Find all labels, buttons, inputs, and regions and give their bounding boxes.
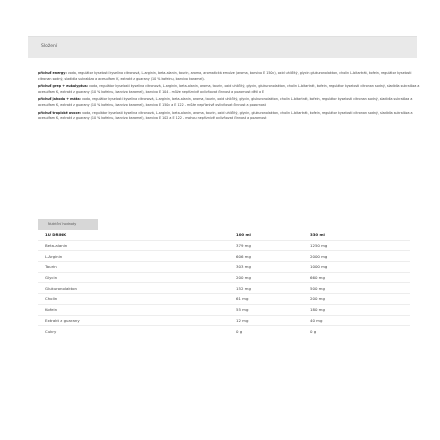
product-ingredients: voda, regulátor kyselosti kyselina citronová, L-arginin, beta-alanin, aroma, taurin, oxid uhličitý, glycin, glukuronolakton, cholin L-bitartrát, kofein, regulátor kyselosti citronan sodný, sladidla sukralóza a acesulfam K, extrakt z guarany (10 % kofeinu, barvivo karamel), barviva E 150c a E 122 - může nepříznivě ovlivňovat činnost a pozornost bbox=[38, 97, 413, 107]
table-header-row bbox=[38, 230, 410, 240]
nutrient-name: Extrakt z guarany bbox=[38, 315, 236, 326]
product-name: příchuť jahoda + máta: bbox=[38, 97, 81, 102]
value-330ml: 40 mg bbox=[310, 315, 410, 326]
value-100ml: 200 mg bbox=[236, 272, 310, 283]
nutrient-name: Kofein bbox=[38, 304, 236, 315]
nutrition-table bbox=[38, 230, 410, 336]
table-row bbox=[38, 294, 410, 305]
product-composition-tropicke-ovoce bbox=[38, 111, 422, 122]
product-name: příchuť energy: bbox=[38, 71, 67, 75]
product-ingredients: voda, regulátor kyselosti kyselina citronová, L-arginin, beta-alanin, taurin, aroma, aromatická emulze (aroma, barvivo E 150c), oxid uhličitý, glycin glukuronolakton, cholin L-bitartrát, kofein, regulátor kyselosti citronan sodný, sladidla sukralóza a acesulfam K, extrakt z guarany (10 % kofeinu, barvivo karamel). bbox=[38, 71, 412, 81]
nutrient-name: Glukuronolakton bbox=[38, 283, 236, 294]
table-row bbox=[38, 272, 410, 283]
composition-tab-label: Složení bbox=[41, 44, 58, 49]
column-header-330ml: 330 ml bbox=[310, 232, 325, 238]
value-100ml: 55 mg bbox=[236, 304, 310, 315]
table-row bbox=[38, 315, 410, 326]
composition-tab-header[interactable] bbox=[28, 36, 417, 58]
product-composition-energy bbox=[38, 71, 422, 82]
value-100ml: 0 g bbox=[236, 326, 310, 336]
value-330ml: 0 g bbox=[310, 326, 410, 336]
value-330ml: 200 mg bbox=[310, 294, 410, 305]
nutrition-tab[interactable] bbox=[38, 219, 98, 230]
value-100ml: 12 mg bbox=[236, 315, 310, 326]
table-row bbox=[38, 283, 410, 294]
product-name: příchuť grep + eukalyptus: bbox=[38, 84, 88, 89]
nutrition-tab-label: Nutriční hodnoty bbox=[48, 222, 77, 226]
nutrient-name: Glycin bbox=[38, 272, 236, 283]
table-row bbox=[38, 304, 410, 315]
product-ingredients: voda, regulátor kyselosti kyselina citronová, L-arginin, beta-alanin, aroma, taurin, oxid uhličitý, glycin, glukuronolakton, cholin L-bitartrát, kofein, regulátor kyselosti citronan sodný, sladidla sukralóza a acesulfam K, extrakt z guarany (10 % kofeinu, barvivo karamel), barvivo E 104 - může nepříznivě ovlivňovat činnost a pozornost dětí a E bbox=[38, 84, 420, 94]
nutrient-name: Cukry bbox=[38, 326, 236, 336]
product-composition-jahoda-mata bbox=[38, 97, 422, 108]
table-row bbox=[38, 262, 410, 273]
table-row bbox=[38, 251, 410, 262]
value-100ml: 61 mg bbox=[236, 294, 310, 305]
value-100ml: 303 mg bbox=[236, 262, 310, 273]
value-330ml: 1250 mg bbox=[310, 240, 410, 251]
table-row bbox=[38, 240, 410, 251]
value-330ml: 1000 mg bbox=[310, 262, 410, 273]
value-330ml: 2000 mg bbox=[310, 251, 410, 262]
composition-text bbox=[38, 71, 422, 124]
product-composition-grep-eukalyptus bbox=[38, 84, 422, 95]
nutrient-name: Beta-alanin bbox=[38, 240, 236, 251]
table-row bbox=[38, 326, 410, 336]
column-header-drink: 1U DRINK bbox=[45, 232, 67, 238]
product-ingredients: voda, regulátor kyselosti kyselina citronová, L-arginin, beta-alanin, aroma, taurin, oxid uhličitý, glycin, glukuronolakton, cholin L-bitartrát, kofein, regulátor kyselosti citronan sodný, sladidla sukralóza a acesulfam K, extrakt z guarany (10 % kofeinu, barvivo karamel), barviva E 102 a E 122 - mohou nepříznivě ovlivňovat činnost a pozornost bbox=[38, 110, 413, 121]
value-330ml: 180 mg bbox=[310, 304, 410, 315]
column-header-100ml: 100 ml bbox=[236, 232, 251, 238]
value-330ml: 500 mg bbox=[310, 283, 410, 294]
value-100ml: 606 mg bbox=[236, 251, 310, 262]
nutrient-name: L-Arginin bbox=[38, 251, 236, 262]
value-100ml: 379 mg bbox=[236, 240, 310, 251]
value-330ml: 660 mg bbox=[310, 272, 410, 283]
value-100ml: 152 mg bbox=[236, 283, 310, 294]
nutrient-name: Cholin bbox=[38, 294, 236, 305]
nutrient-name: Taurin bbox=[38, 262, 236, 273]
product-name: příchuť tropické ovoce: bbox=[38, 110, 82, 115]
